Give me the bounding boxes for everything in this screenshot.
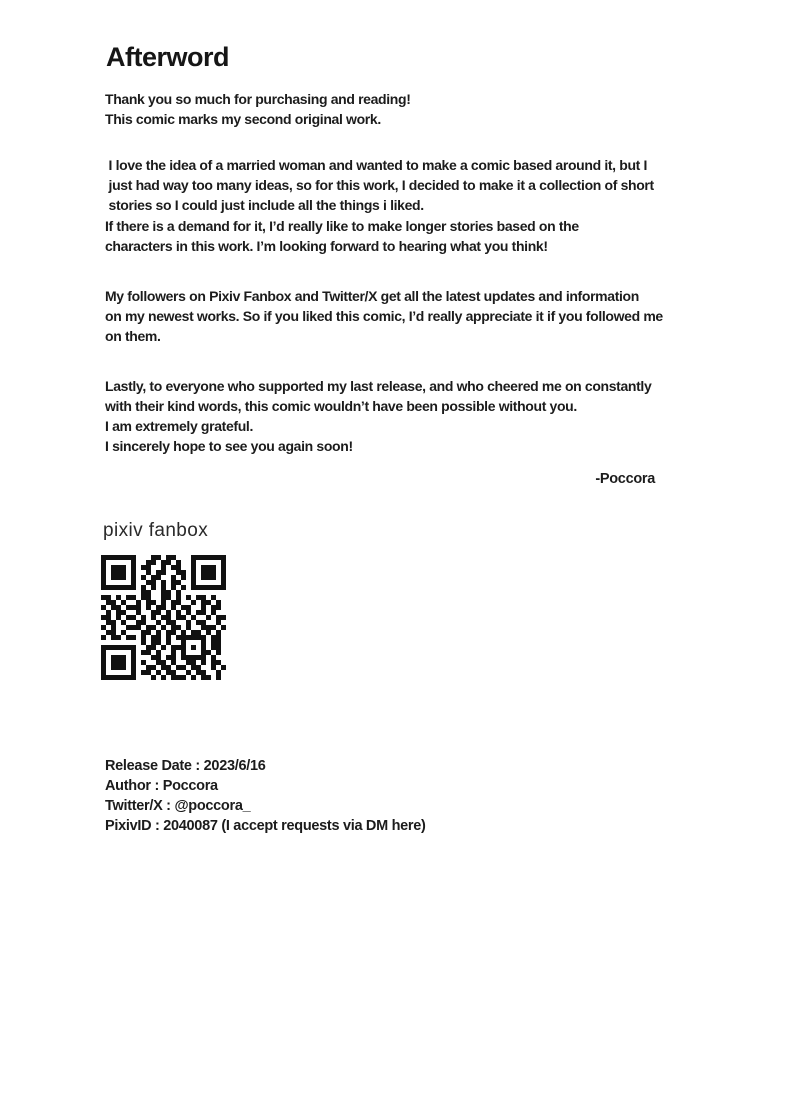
- text-line: with their kind words, this comic wouldn’t have been possible without you.: [105, 398, 577, 414]
- qr-code: [101, 555, 226, 680]
- text-line: Release Date : 2023/6/16: [105, 758, 266, 774]
- paragraph-thanks: [105, 89, 411, 129]
- text-line: Thank you so much for purchasing and reading!: [105, 91, 411, 107]
- text-line: characters in this work. I’m looking forward to hearing what you think!: [105, 238, 548, 254]
- text-line: Author : Poccora: [105, 778, 218, 794]
- paragraph-idea: [105, 155, 654, 215]
- text-line: If there is a demand for it, I’d really like to make longer stories based on the: [105, 218, 579, 234]
- text-line: just had way too many ideas, so for this work, I decided to make it a collection of short: [105, 177, 654, 193]
- text-line: PixivID : 2040087 (I accept requests via DM here): [105, 818, 426, 834]
- text-line: stories so I could just include all the things i liked.: [105, 197, 424, 213]
- release-info: [105, 756, 426, 836]
- text-line: on them.: [105, 328, 161, 344]
- pixiv-fanbox-label: pixiv fanbox: [103, 520, 209, 541]
- text-line: I sincerely hope to see you again soon!: [105, 438, 353, 454]
- text-line: This comic marks my second original work.: [105, 111, 381, 127]
- text-line: Twitter/X : @poccora_: [105, 798, 251, 814]
- text-line: Lastly, to everyone who supported my last release, and who cheered me on constantly: [105, 378, 652, 394]
- author-signature: -Poccora: [595, 471, 655, 487]
- text-line: My followers on Pixiv Fanbox and Twitter/X get all the latest updates and information: [105, 288, 639, 304]
- page-title: Afterword: [106, 42, 229, 72]
- text-line: I love the idea of a married woman and wanted to make a comic based around it, but I: [105, 157, 648, 173]
- text-line: I am extremely grateful.: [105, 418, 253, 434]
- text-line: on my newest works. So if you liked this comic, I’d really appreciate it if you followed me: [105, 308, 663, 324]
- paragraph-demand: [105, 216, 579, 256]
- paragraph-followers: [105, 286, 663, 346]
- paragraph-lastly: [105, 376, 651, 456]
